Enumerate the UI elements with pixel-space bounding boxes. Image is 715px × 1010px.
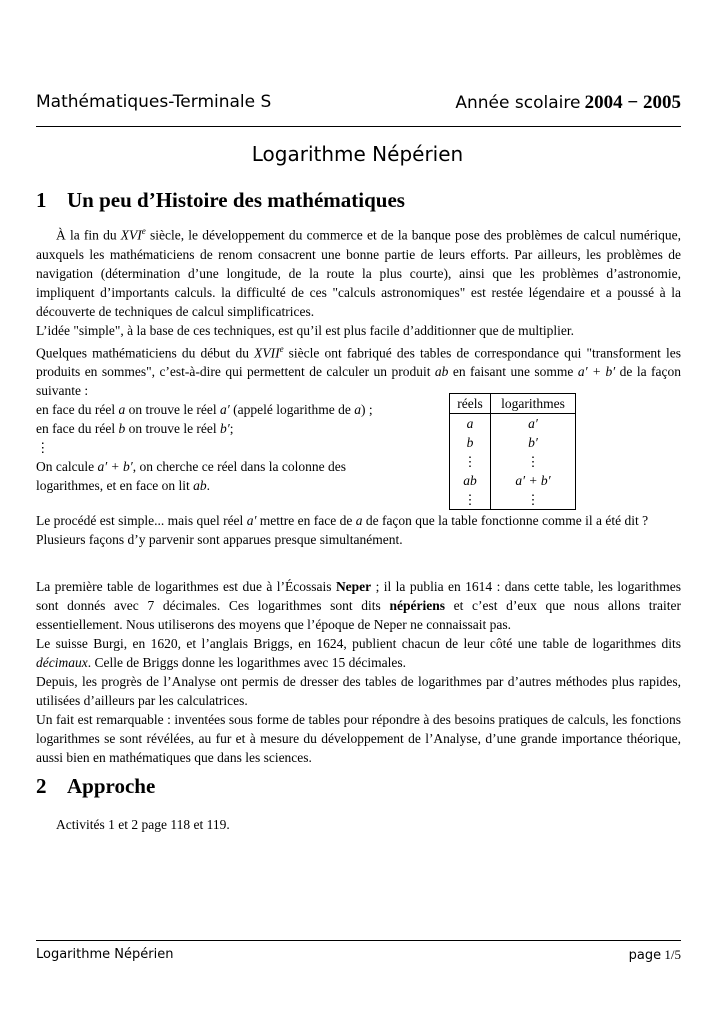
table-row — [450, 452, 576, 471]
page-header — [36, 90, 681, 127]
approach-body — [36, 815, 681, 834]
table-cell: a — [450, 414, 491, 434]
table-cell: ab — [450, 471, 491, 490]
table-row — [450, 433, 576, 452]
section-2-title: Approche — [67, 774, 156, 798]
table-cell: ⋮ — [491, 452, 576, 471]
method-steps — [36, 400, 381, 495]
page-footer — [36, 940, 681, 963]
table-cell: b′ — [491, 433, 576, 452]
footer-title: Logarithme Népérien — [36, 947, 174, 962]
table-cell: ⋮ — [450, 490, 491, 510]
method-explanation — [36, 396, 681, 507]
step-ellipsis: ⋮ — [36, 440, 50, 455]
header-year-label: Année scolaire — [455, 93, 581, 113]
footer-page — [629, 947, 681, 963]
paragraph-remarkable: Un fait est remarquable : inventées sous forme de tables pour répondre à des besoins pratiques de calculs, les fonctions logarithmes se sont révélées, au fur et à mesure du développement de l’Analyse, d’une grande importance théorique, aussi bien en mathématiques que dans les sciences. — [36, 712, 681, 765]
header-school-year — [455, 92, 681, 114]
paragraph-burgi-briggs: Le suisse Burgi, en 1620, et l’anglais Briggs, en 1624, publient chacun de leur côté une table de logarithmes dits décimaux. Celle de Briggs donne les logarithmes avec 15 décimales. — [36, 636, 681, 670]
paragraph-question: Le procédé est simple... mais quel réel a′ mettre en face de a de façon que la table fonctionne comme il a été dit ? — [36, 513, 649, 528]
table-cell: a′ + b′ — [491, 471, 576, 490]
document-title: Logarithme Népérien — [251, 142, 464, 166]
table-cell: ⋮ — [491, 490, 576, 510]
procedure-question — [36, 511, 681, 549]
column-header-logarithmes: logarithmes — [491, 394, 576, 414]
table-cell: a′ — [491, 414, 576, 434]
footer-page-label: page — [628, 948, 662, 963]
paragraph-tables: Quelques mathématiciens du début du XVIIe siècle ont fabriqué des tables de correspondance qui "transforment les produits en sommes", c’est-à-dire qui permettent de calculer un produit ab en faisant une somme a′ + b′ de la façon suivante : — [36, 343, 682, 398]
column-header-reels: réels — [450, 394, 491, 414]
table-cell: ⋮ — [450, 452, 491, 471]
section-2-heading — [36, 774, 155, 799]
header-course: Mathématiques-Terminale S — [36, 92, 272, 112]
section-2-number: 2 — [36, 774, 47, 798]
table-header-row — [450, 394, 576, 414]
history-tables — [36, 577, 681, 767]
paragraph-neper: La première table de logarithmes est due à l’Écossais Neper ; il la publia en 1614 : dans cette table, les logarithmes sont donnés avec 7 décimales. Ces logarithmes sont dits népériens et c’est d’eux que nous allons traiter essentiellement. Nous utiliserons des moyens que l’époque de Neper ne connaissait pas. — [36, 579, 682, 632]
header-years: 2004 − 2005 — [584, 92, 681, 113]
paragraph-commerce: À la fin du XVIe siècle, le développement du commerce et de la banque pose des problèmes de calcul numérique, auxquels les mathématiciens de renom consacrent une bonne partie de leurs efforts. Par ailleurs, les problèmes de navigation (détermination d’une longitude, de la route la plus courte), ainsi que les problèmes d’astronomie, impliquent d’importants calculs. la difficulté de ces "calculs astronomiques" est restée légendaire et a poussé à la découverte de techniques de calcul simplificatrices. — [36, 226, 682, 319]
section-1-title: Un peu d’Histoire des mathématiques — [67, 188, 405, 212]
paragraph-ways: Plusieurs façons d’y parvenir sont apparues presque simultanément. — [36, 532, 403, 547]
history-intro — [36, 222, 681, 400]
section-1-heading — [36, 188, 405, 213]
logarithm-table — [449, 393, 576, 510]
table-row — [450, 490, 576, 510]
step-a: en face du réel a on trouve le réel a′ (appelé logarithme de a) ; — [36, 402, 373, 417]
paragraph-activities: Activités 1 et 2 page 118 et 119. — [56, 817, 230, 832]
table-row — [450, 471, 576, 490]
section-1-number: 1 — [36, 188, 47, 212]
paragraph-analysis: Depuis, les progrès de l’Analyse ont permis de dresser des tables de logarithmes par d’autres méthodes plus rapides, utilisées d’ailleurs par les calculatrices. — [36, 674, 681, 708]
step-sum: On calcule a′ + b′, on cherche ce réel dans la colonne des logarithmes, et en face on lit ab. — [36, 459, 347, 493]
footer-page-number: 1/5 — [664, 947, 681, 962]
step-b: en face du réel b on trouve le réel b′; — [36, 421, 234, 436]
table-row — [450, 414, 576, 434]
table-cell: b — [450, 433, 491, 452]
paragraph-idea: L’idée "simple", à la base de ces techniques, est qu’il est plus facile d’additionner que de multiplier. — [36, 322, 574, 338]
